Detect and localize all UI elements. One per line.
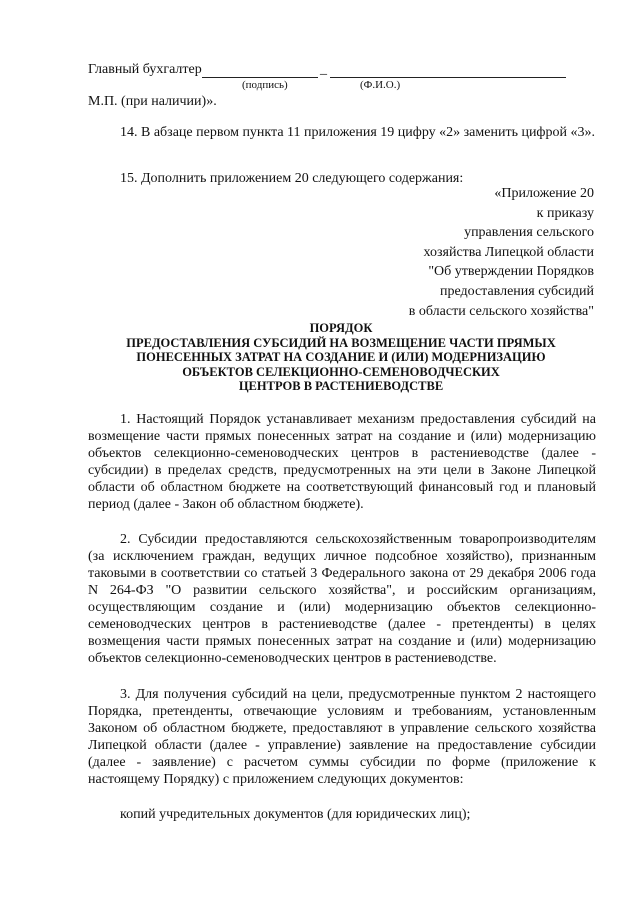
title-line: ПОРЯДОК	[309, 321, 373, 335]
item-14: 14. В абзаце первом пункта 11 приложения 19 цифру «2» заменить цифрой «3».	[120, 125, 595, 140]
name-line	[330, 77, 566, 78]
title-line: ПОНЕСЕННЫХ ЗАТРАТ НА СОЗДАНИЕ И (ИЛИ) МОДЕРНИЗАЦИЮ	[136, 350, 546, 364]
item-15: 15. Дополнить приложением 20 следующего содержания:	[120, 171, 464, 186]
appendix-header-line: "Об утверждении Порядков	[428, 264, 594, 280]
signature-caption: (подпись)	[242, 79, 288, 91]
appendix-header-line: «Приложение 20	[494, 186, 594, 201]
document-title	[90, 321, 592, 394]
appendix-header-line: хозяйства Липецкой области	[423, 244, 594, 260]
signature-line	[202, 77, 318, 78]
title-line: ЦЕНТРОВ В РАСТЕНИЕВОДСТВЕ	[238, 379, 444, 393]
paragraph-1: 1. Настоящий Порядок устанавливает механизм предоставления субсидий на возмещение части прямых понесенных затрат на создание и (или) модернизацию объектов селекционно-семеноводческих центров в растениеводстве (далее - субсидии) в пределах средств, предусмотренных на эти цели в Законе Липецкой области об областном бюджете на соответствующий финансовый год и плановый период (далее - Закон об областном бюджете).	[88, 412, 596, 512]
paragraph-2: 2. Субсидии предоставляются сельскохозяйственным товаропроизводителям (за исключением граждан, ведущих личное подсобное хозяйство), признанным таковыми в соответствии со статьей 3 Федерального закона от 29 декабря 2006 года N 264-ФЗ "О развитии сельского хозяйства", и российским организациям, осуществляющим создание и (или) модернизацию объектов селекционно-семеноводческих центров в растениеводстве (далее - претенденты) в целях возмещения части прямых понесенных затрат на создание и (или) модернизацию объектов селекционно-семеноводческих центров в растениеводстве.	[88, 532, 596, 666]
appendix-header	[409, 184, 594, 321]
appendix-header-line: управления сельского	[464, 225, 594, 241]
seal-note: М.П. (при наличии)».	[88, 94, 217, 109]
appendix-header-line: к приказу	[536, 205, 594, 221]
appendix-header-line: предоставления субсидий	[439, 283, 594, 299]
title-line: ПРЕДОСТАВЛЕНИЯ СУБСИДИЙ НА ВОЗМЕЩЕНИЕ ЧАСТИ ПРЯМЫХ	[126, 335, 556, 350]
chief-accountant-label: Главный бухгалтер	[88, 62, 202, 77]
paragraph-3: 3. Для получения субсидий на цели, предусмотренные пунктом 2 настоящего Порядка, претенденты, отвечающие условиям и требованиям, установленным Законом об областном бюджете, предоставляют в управление сельского хозяйства Липецкой области (далее - управление) заявление на предоставление субсидии (далее - заявление) с расчетом суммы субсидии по форме (приложение к настоящему Порядку) с приложением следующих документов:	[88, 687, 596, 787]
underscore-separator: _	[320, 62, 327, 77]
appendix-header-line: в области сельского хозяйства"	[408, 303, 594, 319]
paragraph-4: копий учредительных документов (для юридических лиц);	[120, 807, 471, 822]
name-caption: (Ф.И.О.)	[360, 79, 401, 91]
title-line: ОБЪЕКТОВ СЕЛЕКЦИОННО-СЕМЕНОВОДЧЕСКИХ	[182, 364, 500, 379]
